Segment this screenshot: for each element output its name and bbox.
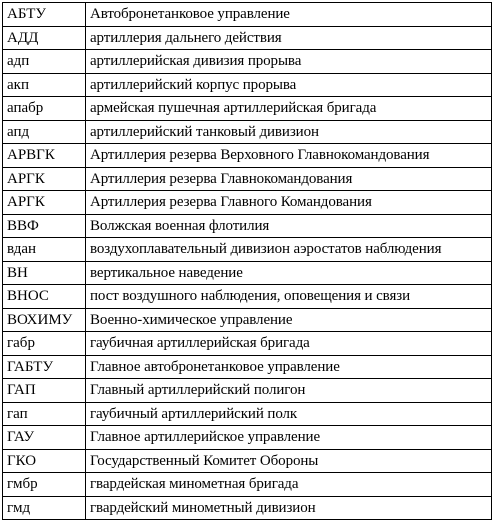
abbreviation-cell: ВНОС bbox=[3, 285, 86, 309]
meaning-cell: пост воздушного наблюдения, оповещения и связи bbox=[86, 285, 492, 309]
meaning-cell: Артиллерия резерва Главного Командования bbox=[86, 191, 492, 215]
abbreviation-cell: гап bbox=[3, 402, 86, 426]
table-row bbox=[3, 50, 492, 74]
meaning-cell: Артиллерия резерва Главнокомандования bbox=[86, 167, 492, 191]
table-row bbox=[3, 26, 492, 50]
meaning-cell: Государственный Комитет Обороны bbox=[86, 449, 492, 473]
meaning-cell: Главный артиллерийский полигон bbox=[86, 379, 492, 403]
table-row bbox=[3, 144, 492, 168]
abbreviation-cell: АДД bbox=[3, 26, 86, 50]
abbreviation-cell: вдан bbox=[3, 238, 86, 262]
table-row bbox=[3, 167, 492, 191]
meaning-cell: гвардейский минометный дивизион bbox=[86, 496, 492, 520]
table-row bbox=[3, 97, 492, 121]
meaning-cell: Главное артиллерийское управление bbox=[86, 426, 492, 450]
abbreviation-cell: гмбр bbox=[3, 473, 86, 497]
table-row bbox=[3, 191, 492, 215]
table-row bbox=[3, 73, 492, 97]
table-body bbox=[3, 3, 492, 520]
meaning-cell: вертикальное наведение bbox=[86, 261, 492, 285]
abbreviation-cell: гмд bbox=[3, 496, 86, 520]
meaning-cell: Военно-химическое управление bbox=[86, 308, 492, 332]
meaning-cell: воздухоплавательный дивизион аэростатов наблюдения bbox=[86, 238, 492, 262]
abbreviation-cell: апабр bbox=[3, 97, 86, 121]
table-row bbox=[3, 402, 492, 426]
abbreviation-cell: АРГК bbox=[3, 167, 86, 191]
abbreviation-cell: ГАП bbox=[3, 379, 86, 403]
table-row bbox=[3, 3, 492, 27]
abbreviations-table bbox=[2, 2, 492, 520]
abbreviation-cell: ГАУ bbox=[3, 426, 86, 450]
abbreviation-cell: ВН bbox=[3, 261, 86, 285]
abbreviation-cell: ВОХИМУ bbox=[3, 308, 86, 332]
abbreviation-cell: ВВФ bbox=[3, 214, 86, 238]
table-row bbox=[3, 473, 492, 497]
abbreviation-cell: апд bbox=[3, 120, 86, 144]
meaning-cell: армейская пушечная артиллерийская бригада bbox=[86, 97, 492, 121]
table-row bbox=[3, 426, 492, 450]
meaning-cell: артиллерийский танковый дивизион bbox=[86, 120, 492, 144]
table-row bbox=[3, 308, 492, 332]
table-row bbox=[3, 496, 492, 520]
abbreviation-cell: адп bbox=[3, 50, 86, 74]
meaning-cell: Волжская военная флотилия bbox=[86, 214, 492, 238]
meaning-cell: Главное автобронетанковое управление bbox=[86, 355, 492, 379]
table-row bbox=[3, 332, 492, 356]
abbreviation-cell: акп bbox=[3, 73, 86, 97]
table-row bbox=[3, 449, 492, 473]
table-row bbox=[3, 120, 492, 144]
meaning-cell: артиллерийский корпус прорыва bbox=[86, 73, 492, 97]
meaning-cell: гаубичная артиллерийская бригада bbox=[86, 332, 492, 356]
meaning-cell: Автобронетанковое управление bbox=[86, 3, 492, 27]
table-row bbox=[3, 355, 492, 379]
meaning-cell: артиллерийская дивизия прорыва bbox=[86, 50, 492, 74]
table-row bbox=[3, 214, 492, 238]
meaning-cell: гвардейская минометная бригада bbox=[86, 473, 492, 497]
abbreviation-cell: габр bbox=[3, 332, 86, 356]
table-row bbox=[3, 285, 492, 309]
table-row bbox=[3, 238, 492, 262]
abbreviation-cell: АБТУ bbox=[3, 3, 86, 27]
meaning-cell: Артиллерия резерва Верховного Главнокомандования bbox=[86, 144, 492, 168]
abbreviation-cell: ГКО bbox=[3, 449, 86, 473]
meaning-cell: артиллерия дальнего действия bbox=[86, 26, 492, 50]
abbreviation-cell: ГАБТУ bbox=[3, 355, 86, 379]
abbreviation-cell: АРГК bbox=[3, 191, 86, 215]
meaning-cell: гаубичный артиллерийский полк bbox=[86, 402, 492, 426]
abbreviation-cell: АРВГК bbox=[3, 144, 86, 168]
table-row bbox=[3, 261, 492, 285]
table-row bbox=[3, 379, 492, 403]
